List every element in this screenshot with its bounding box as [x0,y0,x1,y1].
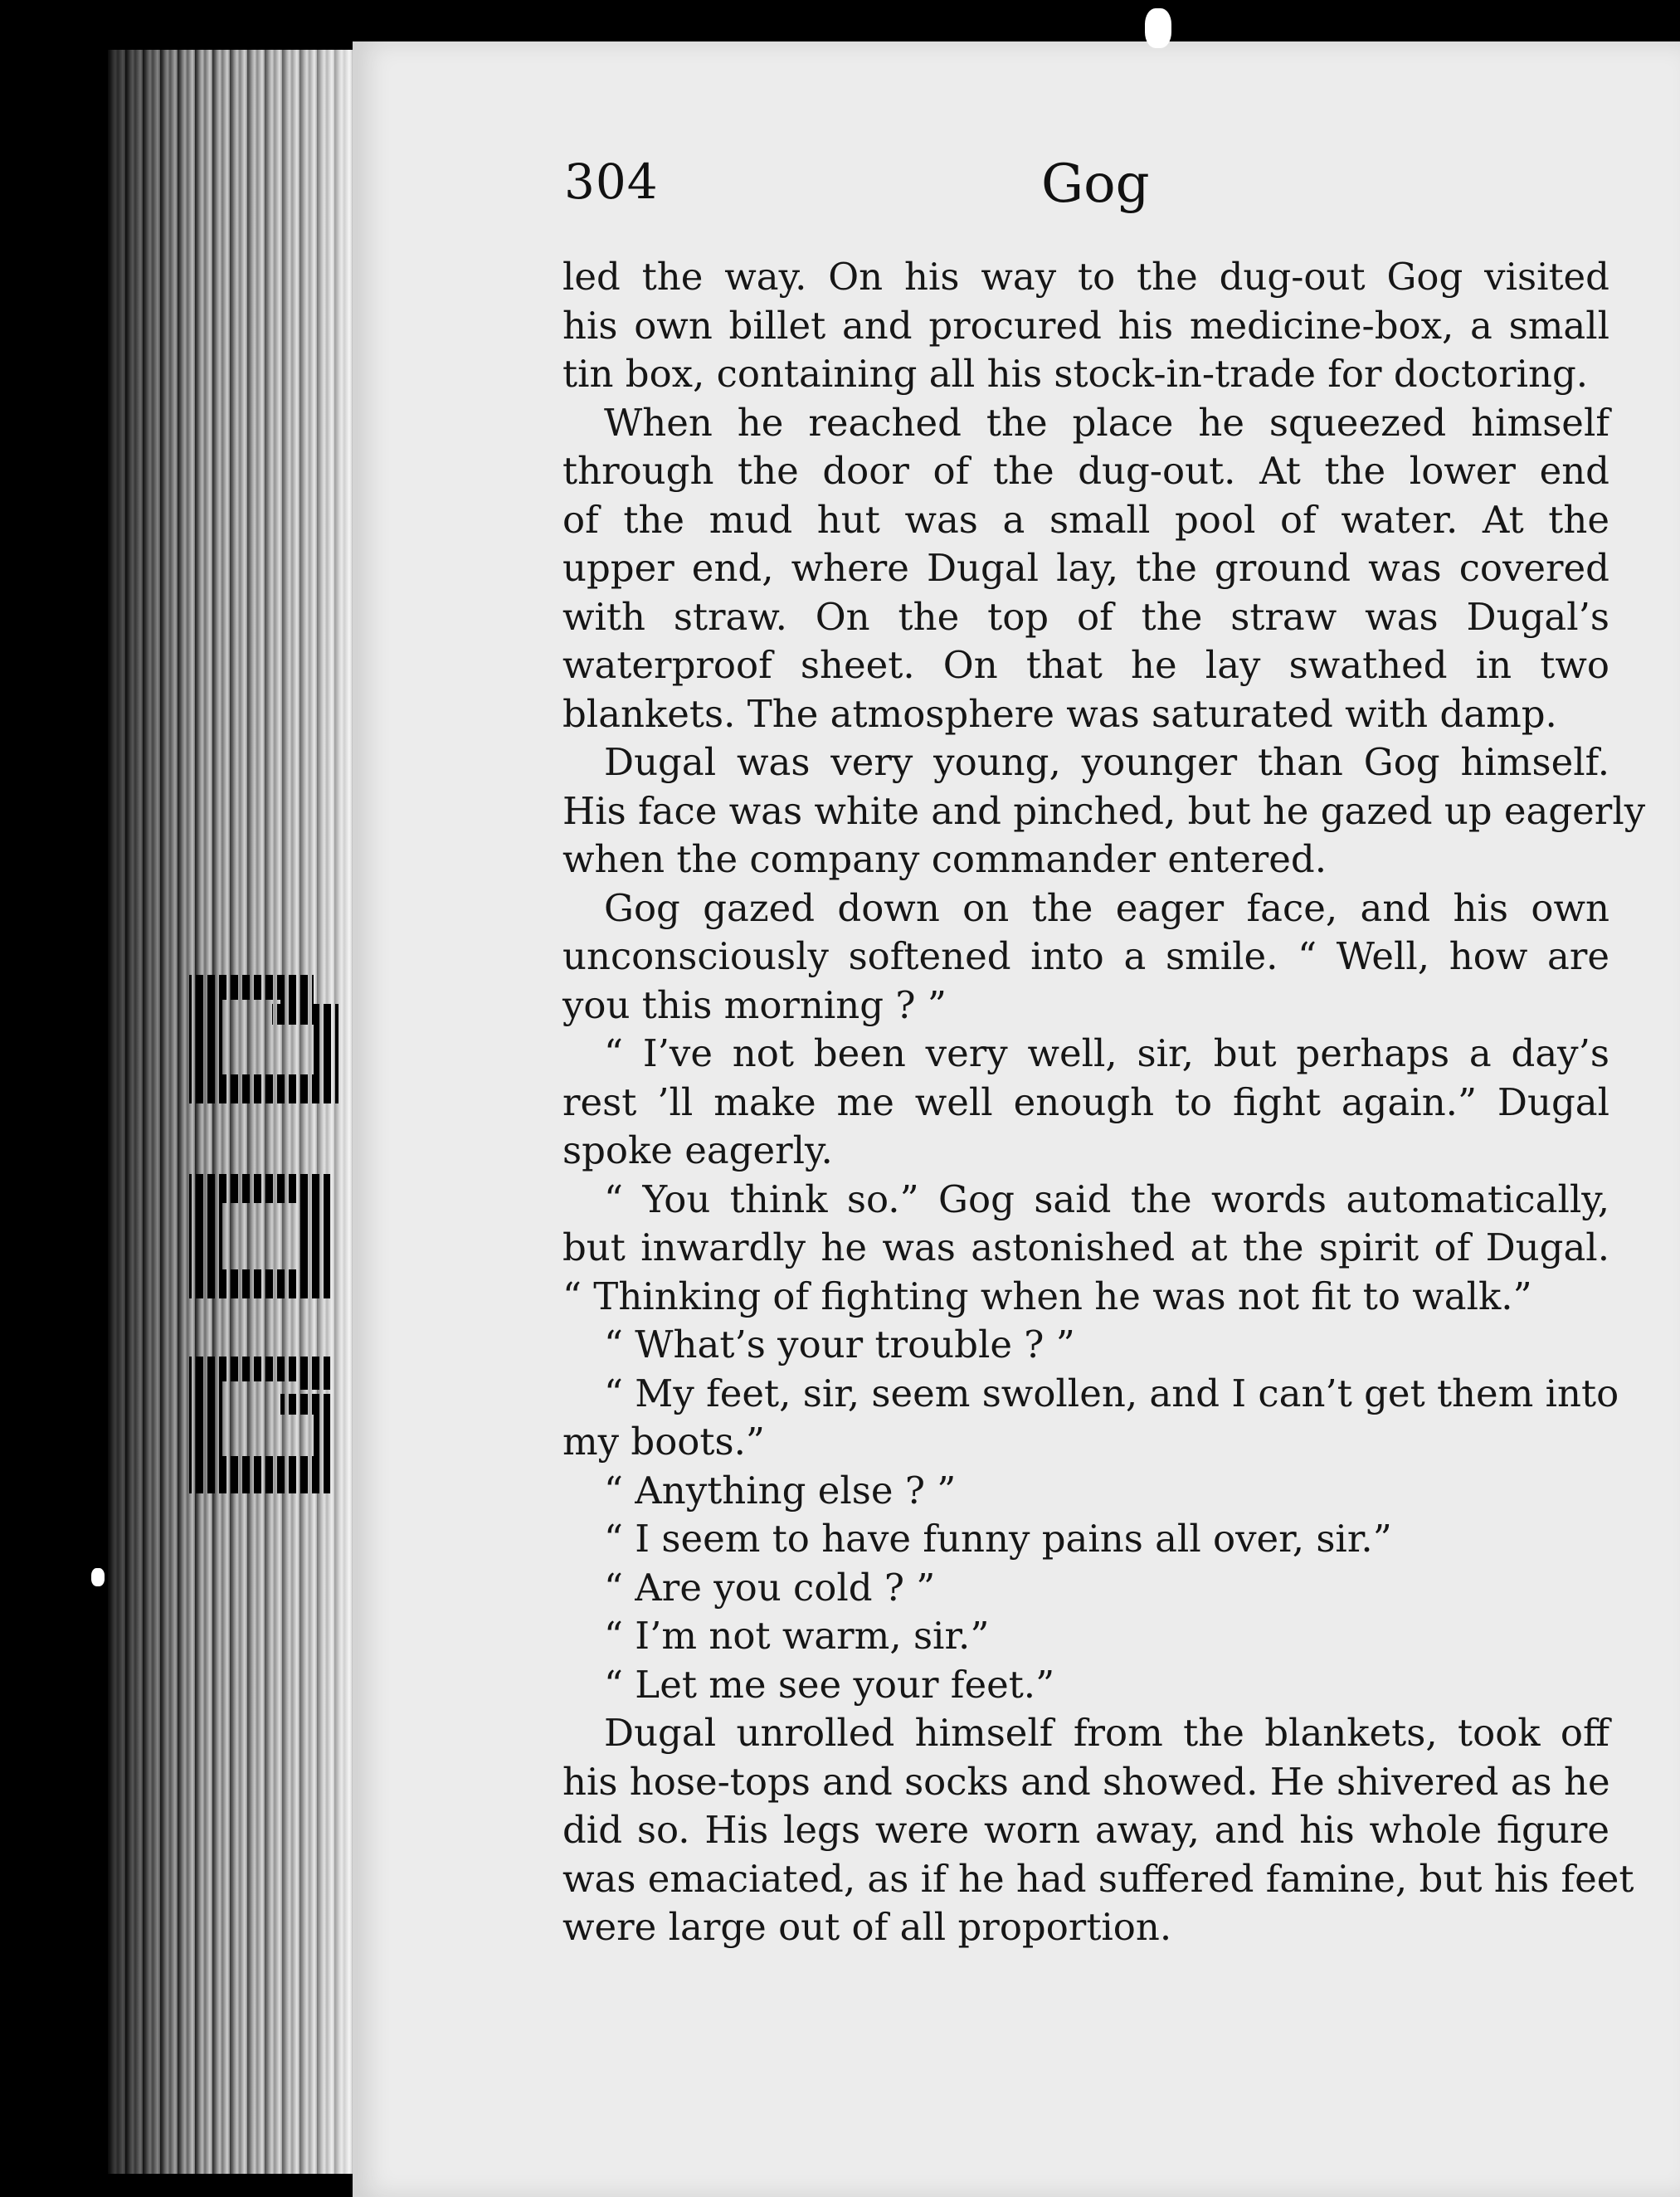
text-line: rest ’ll make me well enough to fight again.” Dugal [562,1079,1609,1124]
text-line: his hose-tops and socks and showed. He shivered as he [562,1759,1610,1804]
text-line: Dugal was very young, younger than Gog himself. [604,740,1609,784]
text-line: “ What’s your trouble ? ” [604,1323,1075,1366]
text-line: through the door of the dug-out. At the lower end [562,449,1609,493]
text-line: “ I’ve not been very well, sir, but perhaps a day’s [604,1031,1609,1075]
text-line: tin box, containing all his stock-in-trade for doctoring. [562,352,1589,396]
text-line: my boots.” [562,1420,765,1464]
text-line: when the company commander entered. [562,837,1327,881]
text-line: “ I’m not warm, sir.” [604,1614,990,1658]
running-title: Gog [1041,153,1150,215]
running-header [564,153,1626,220]
text-line: his own billet and procured his medicine-box, a small [562,303,1609,348]
text-line: “ I seem to have funny pains all over, sir.” [604,1517,1392,1561]
text-line: blankets. The atmosphere was saturated with damp. [562,691,1557,736]
text-line: but inwardly he was astonished at the spirit of Dugal. [562,1225,1609,1269]
text-line: “ My feet, sir, seem swollen, and I can’t get them into [604,1371,1619,1415]
text-line: was emaciated, as if he had suffered famine, but his feet [562,1856,1634,1901]
text-line: “ Anything else ? ” [604,1468,957,1513]
page-number: 304 [564,153,659,210]
text-line: “ Let me see your feet.” [604,1662,1055,1707]
text-line: were large out of all proportion. [562,1905,1172,1949]
text-line: “ Thinking of fighting when he was not fit to walk.” [562,1274,1532,1318]
spine-lettering-gog [173,967,338,1514]
text-line: with straw. On the top of the straw was Dugal’s [562,594,1609,639]
text-line: Gog gazed down on the eager face, and his own [604,885,1609,930]
scan-speck [91,1568,105,1586]
text-line: Dugal unrolled himself from the blankets, took off [604,1711,1609,1755]
text-line: upper end, where Dugal lay, the ground was covered [562,546,1609,590]
text-line: unconsciously softened into a smile. “ Well, how are [562,934,1609,978]
text-line: spoke eagerly. [562,1128,833,1172]
text-line: led the way. On his way to the dug-out Gog visited [562,255,1609,299]
scan-speck [1145,8,1171,48]
text-line: of the mud hut was a small pool of water. At the [562,497,1609,542]
text-line: “ You think so.” Gog said the words automatically, [604,1176,1609,1221]
text-line: you this morning ? ” [562,982,947,1027]
text-line: did so. His legs were worn away, and his whole figure [562,1808,1609,1852]
text-line: His face was white and pinched, but he gazed up eagerly [562,788,1646,833]
text-line: When he reached the place he squeezed himself [604,400,1609,445]
body-text [562,253,1646,1952]
text-line: waterproof sheet. On that he lay swathed in two [562,643,1609,687]
text-line: “ Are you cold ? ” [604,1565,936,1610]
